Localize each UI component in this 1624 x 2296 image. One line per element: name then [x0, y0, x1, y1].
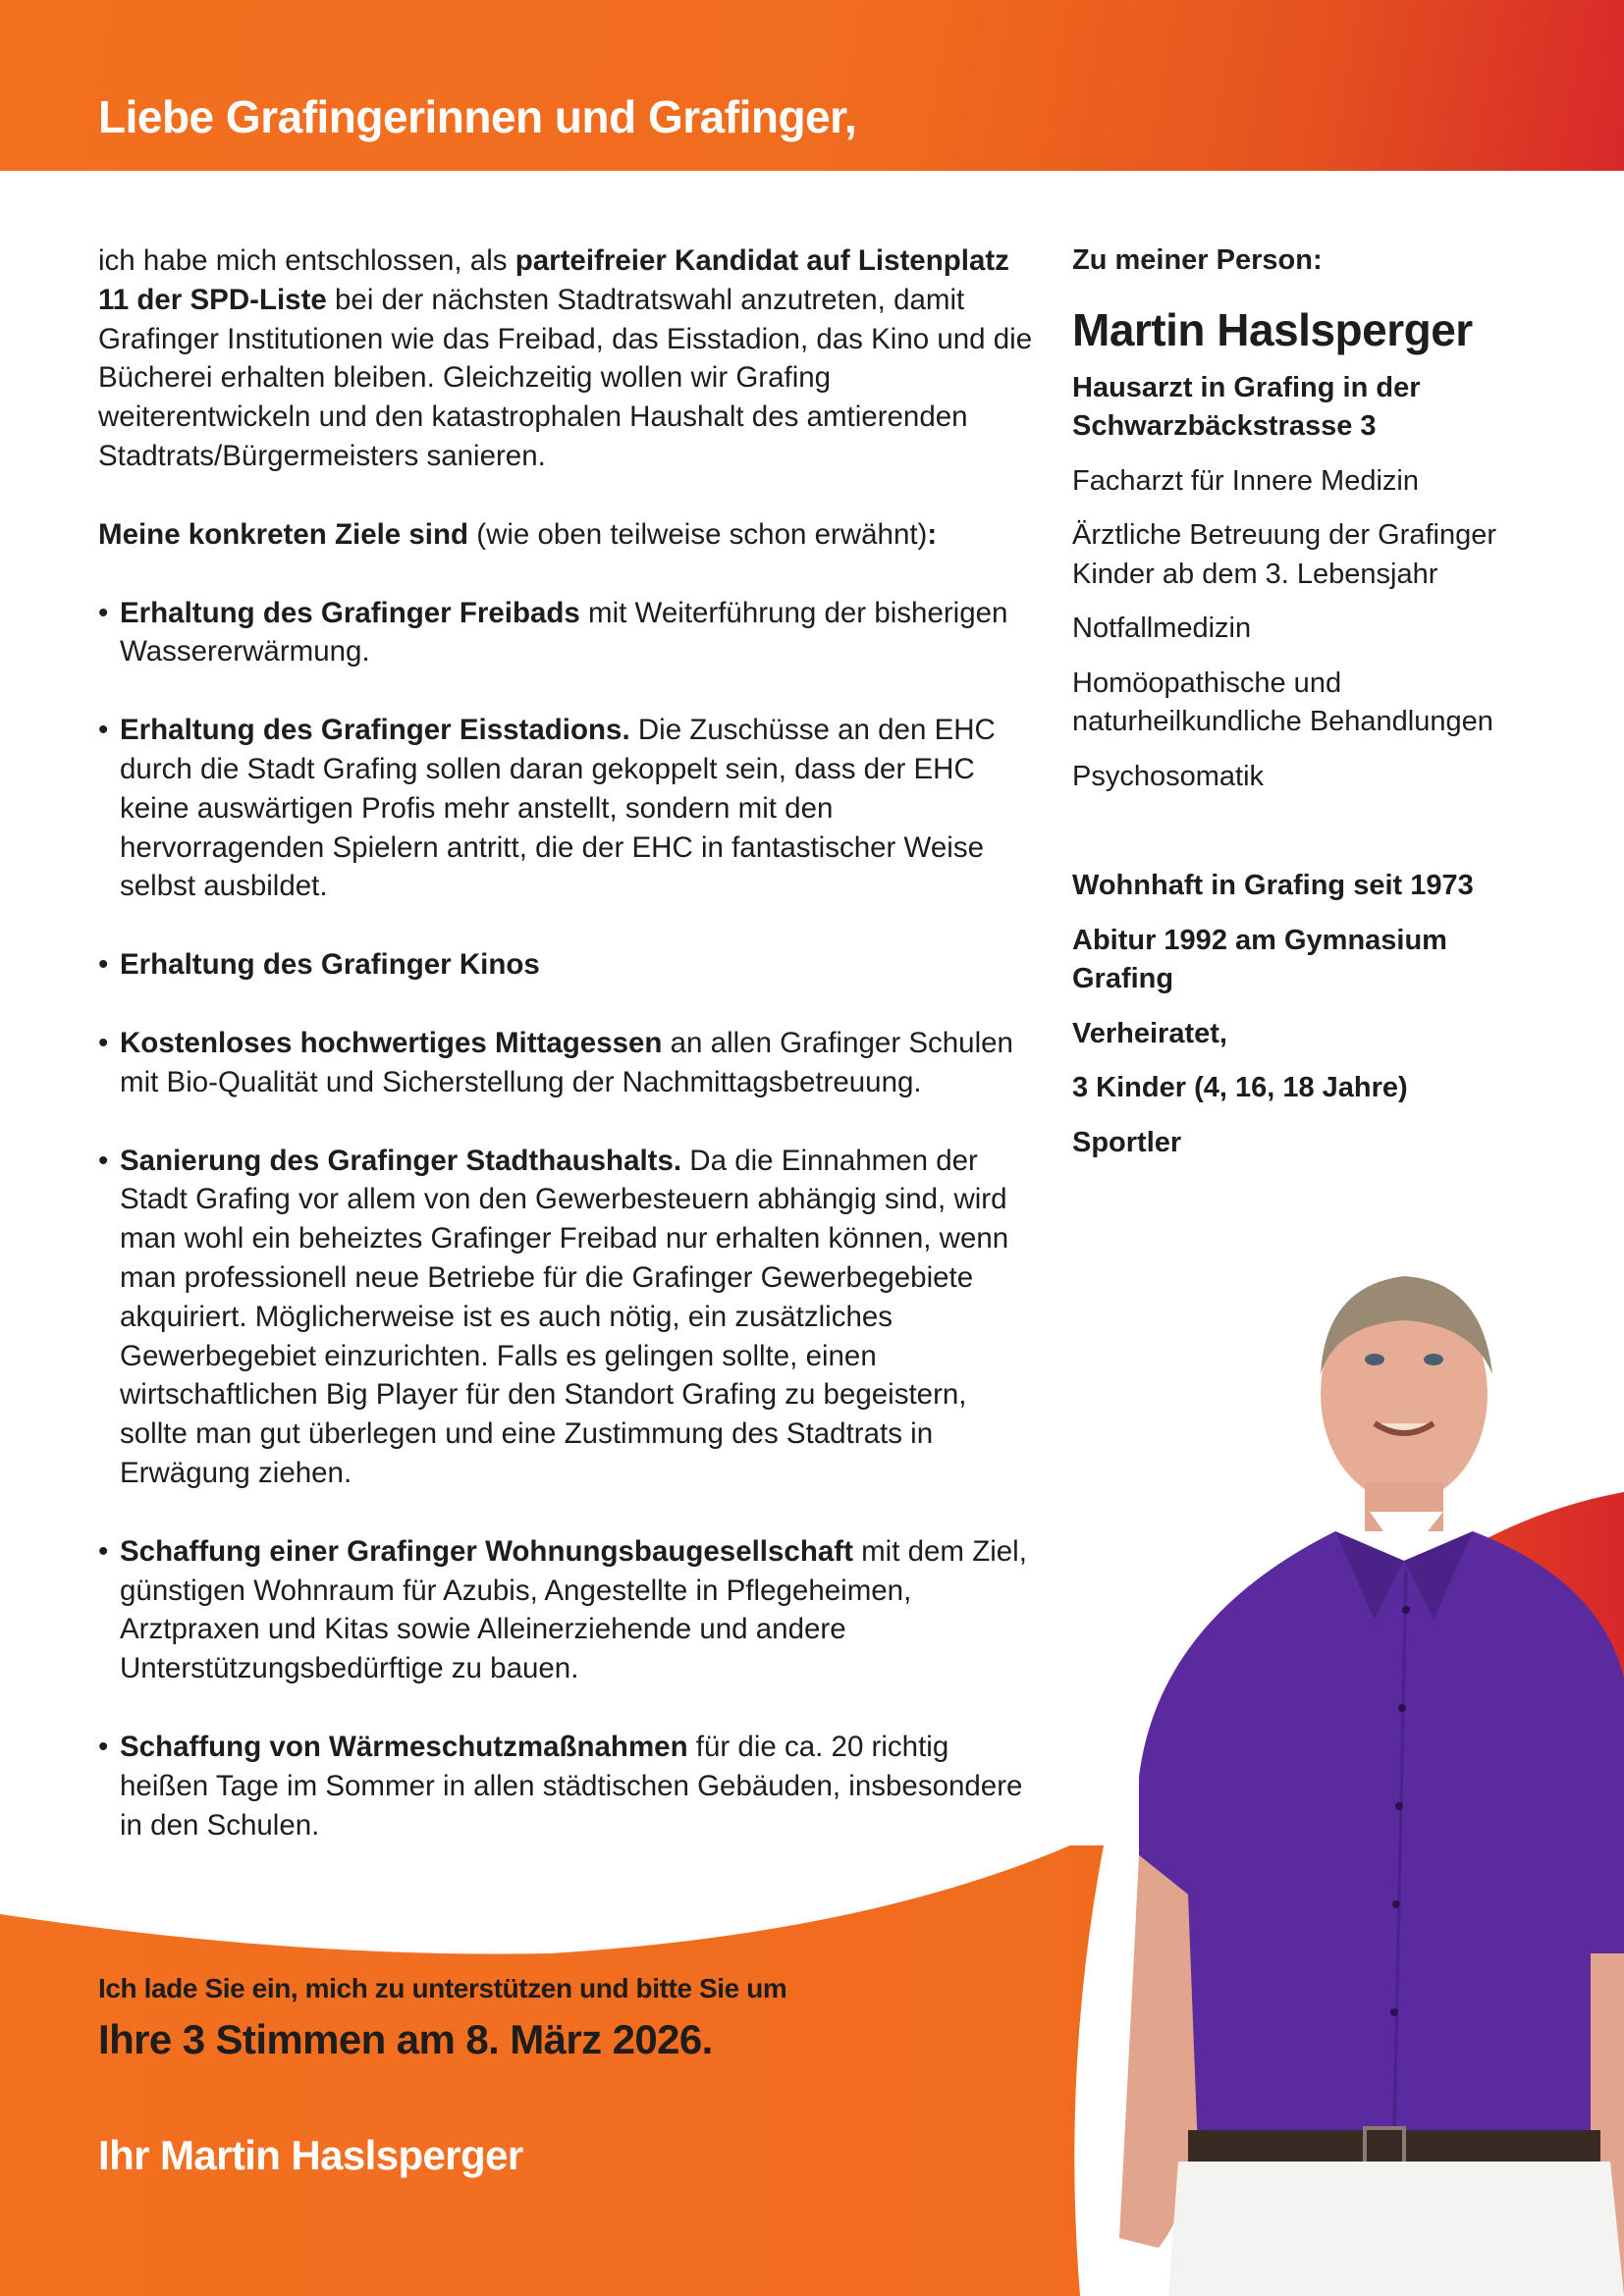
bullet-icon: • — [98, 948, 109, 982]
bullet-icon: • — [98, 1144, 109, 1177]
goals-heading-bold: Meine konkreten Ziele sind — [98, 517, 469, 551]
greeting-title: Liebe Grafingerinnen und Grafinger, — [98, 91, 857, 142]
goal-item — [98, 1142, 1041, 1493]
personal-fact: Verheiratet, — [1072, 1017, 1227, 1049]
header-banner — [0, 0, 1624, 171]
qualification-item: Psychosomatik — [1072, 760, 1265, 792]
intro-text-continued: bei der nächsten Stadtratswahl anzutreten, damit Grafinger Institutionen wie das Freibad, das Eisstadion, das Kino und die Bücherei erhalten bleiben. Gleichzeitig wollen wir Grafing weiterentwickeln und den katastrophalen Haushalt des amtierenden Stadtrats/Bürgermeisters sanieren. — [98, 283, 1033, 472]
goal-item — [98, 1532, 1041, 1688]
goal-text: mit dem Ziel, günstigen Wohnraum für Azubis, Angestellte in Pflegeheimen, Arztpraxen und Kitas sowie Alleinerziehende und andere Unterstützungsbedürftige zu bauen. — [120, 1534, 1027, 1685]
intro-text: ich habe mich entschlossen, als — [98, 244, 515, 277]
person-sidebar — [1072, 241, 1524, 1178]
qualification-item: Homöopathische und naturheilkundliche Behandlungen — [1072, 667, 1493, 737]
personal-fact: 3 Kinder (4, 16, 18 Jahre) — [1072, 1072, 1408, 1103]
goal-title: Erhaltung des Grafinger Freibads — [120, 596, 580, 629]
goals-heading-colon: : — [927, 517, 938, 551]
bullet-icon: • — [98, 1026, 109, 1059]
goal-title: Schaffung einer Grafinger Wohnungsbaugesellschaft — [120, 1534, 853, 1568]
goal-item — [98, 1024, 1041, 1102]
intro-bold-text: parteifreier Kandidat auf Listenplatz 11 der SPD-Liste — [98, 244, 1009, 316]
personal-fact: Wohnhaft in Grafing seit 1973 — [1072, 870, 1474, 901]
main-letter-column — [98, 241, 1041, 1884]
goals-heading — [98, 515, 1041, 555]
goal-title: Erhaltung des Grafinger Eisstadions. — [120, 714, 630, 747]
goals-heading-note: (wie oben teilweise schon erwähnt) — [468, 517, 928, 551]
signature: Ihr Martin Haslsperger — [98, 2132, 523, 2178]
goal-title: Sanierung des Grafinger Stadthaushalts. — [120, 1144, 682, 1177]
personal-fact: Sportler — [1072, 1126, 1182, 1158]
goal-text: Die Zuschüsse an den EHC durch die Stadt Grafing sollen daran gekoppelt sein, dass der EHC keine auswärtigen Profis mehr anstellt, sondern mit den hervorragenden Spielern antritt, die der EHC in fantastischer Weise selbst ausbildet. — [120, 714, 996, 903]
goal-text: für die ca. 20 richtig heißen Tage im Sommer in allen städtischen Gebäuden, insbesondere in den Schulen. — [120, 1730, 1023, 1842]
candidate-role: Hausarzt in Grafing in der Schwarzbäckstrasse 3 — [1072, 371, 1421, 442]
candidate-name: Martin Haslsperger — [1072, 303, 1473, 355]
goal-title: Erhaltung des Grafinger Kinos — [120, 948, 540, 982]
intro-paragraph — [98, 241, 1041, 476]
spacer — [1072, 812, 1524, 867]
cta-votes-date: Ihre 3 Stimmen am 8. März 2026. — [98, 2016, 713, 2062]
person-section-label: Zu meiner Person: — [1072, 244, 1323, 276]
bullet-icon: • — [98, 1534, 109, 1568]
goal-title: Schaffung von Wärmeschutzmaßnahmen — [120, 1730, 688, 1763]
bullet-icon: • — [98, 714, 109, 747]
bullet-icon: • — [98, 596, 109, 629]
goal-text: an allen Grafinger Schulen mit Bio-Qualität und Sicherstellung der Nachmittagsbetreuung. — [120, 1026, 1013, 1098]
goal-title: Kostenloses hochwertiges Mittagessen — [120, 1026, 663, 1059]
qualification-item: Ärztliche Betreuung der Grafinger Kinder ab dem 3. Lebensjahr — [1072, 519, 1496, 590]
goal-item — [98, 711, 1041, 906]
goal-text: mit Weiterführung der bisherigen Wassererwärmung. — [120, 596, 1008, 668]
bullet-icon: • — [98, 1730, 109, 1763]
candidate-photo — [1041, 1266, 1624, 2296]
goal-item — [98, 945, 1041, 985]
goal-item — [98, 594, 1041, 672]
qualification-item: Notfallmedizin — [1072, 613, 1252, 644]
goal-item — [98, 1728, 1041, 1844]
qualification-item: Facharzt für Innere Medizin — [1072, 464, 1419, 497]
cta-invite-text: Ich lade Sie ein, mich zu unterstützen und bitte Sie um — [98, 1973, 787, 2003]
goal-text: Da die Einnahmen der Stadt Grafing vor allem von den Gewerbesteuern abhängig sind, wird man wohl ein beheiztes Grafinger Freibad nur erhalten können, wenn man professionell neue Betriebe für die Grafinger Gewerbegebiete akquiriert. Möglicherweise ist es auch nötig, ein zusätzliches Gewerbegebiet einzurichten. Falls es gelingen sollte, einen wirtschaftlichen Big Player für den Standort Grafing zu begeistern, sollte man gut überlegen und eine Zustimmung des Stadtrats in Erwägung ziehen. — [120, 1144, 1009, 1489]
personal-fact: Abitur 1992 am Gymnasium Grafing — [1072, 924, 1447, 994]
